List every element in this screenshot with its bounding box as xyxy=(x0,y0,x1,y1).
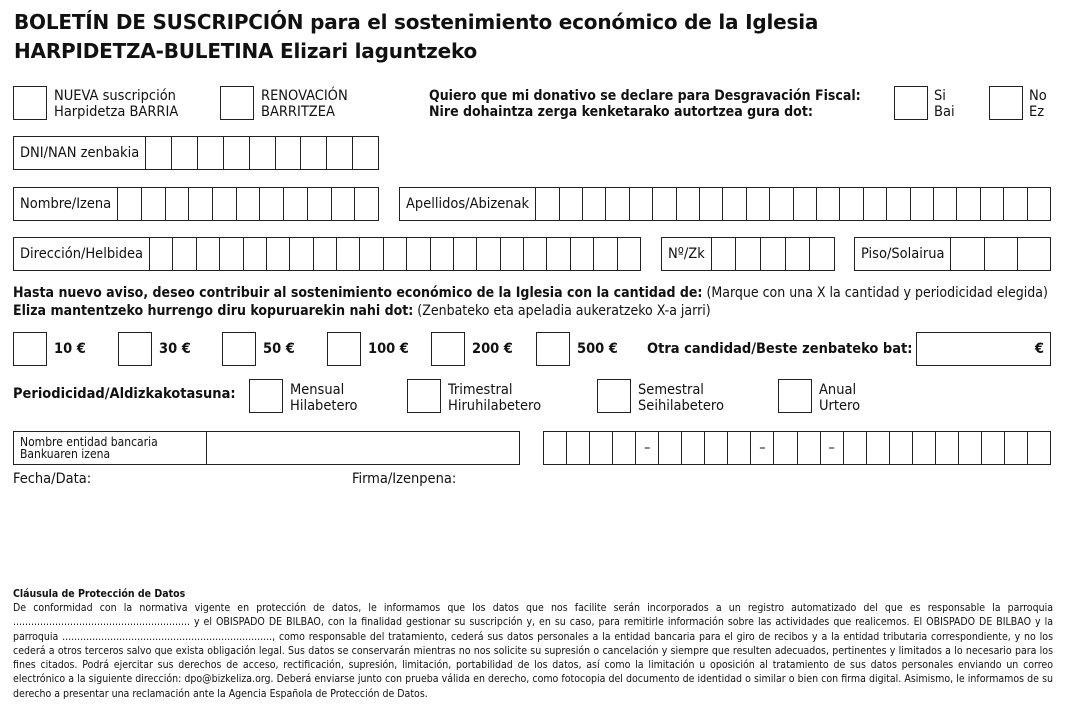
period-monthly-checkbox[interactable] xyxy=(249,379,283,413)
char-cell[interactable] xyxy=(536,188,559,220)
amount-500-label: 500 € xyxy=(577,341,618,357)
char-cell[interactable] xyxy=(337,238,360,270)
signature-label: Firma/Izenpena: xyxy=(352,471,457,487)
iban-cell[interactable] xyxy=(774,432,797,464)
char-cell[interactable] xyxy=(810,238,834,270)
tax-no-checkbox[interactable] xyxy=(989,86,1023,120)
char-cell[interactable] xyxy=(284,188,308,220)
char-cell[interactable] xyxy=(700,188,723,220)
form-title-es: BOLETÍN DE SUSCRIPCIÓN para el sostenimiento económico de la Iglesia xyxy=(14,10,819,34)
char-cell[interactable] xyxy=(146,137,172,169)
period-semiannual-checkbox[interactable] xyxy=(597,379,631,413)
char-cell[interactable] xyxy=(747,188,770,220)
amount-30-checkbox[interactable] xyxy=(118,332,152,366)
dni-label: DNI/NAN zenbakia xyxy=(14,137,146,169)
char-cell[interactable] xyxy=(618,238,640,270)
tax-yes-label: Si Bai xyxy=(934,88,955,120)
dni-field[interactable] xyxy=(13,136,379,170)
privacy-heading: Cláusula de Protección de Datos xyxy=(13,588,186,600)
amount-50-checkbox[interactable] xyxy=(222,332,256,366)
iban-cell[interactable] xyxy=(890,432,913,464)
char-cell[interactable] xyxy=(571,238,594,270)
bank-name-input[interactable] xyxy=(207,432,519,464)
iban-cell[interactable] xyxy=(567,432,590,464)
contribution-intro-es: Hasta nuevo aviso, deseo contribuir al sostenimiento económico de la Iglesia con la cantidad de: (Marque con una X la cantidad y periodicidad elegida) xyxy=(13,285,1048,301)
amount-30-label: 30 € xyxy=(159,341,191,357)
char-cell[interactable] xyxy=(1018,238,1050,270)
periodicity-label: Periodicidad/Aldizkakotasuna: xyxy=(13,386,236,402)
iban-separator: – xyxy=(751,432,774,464)
iban-cell[interactable] xyxy=(682,432,705,464)
char-cell[interactable] xyxy=(911,188,934,220)
iban-cell[interactable] xyxy=(1005,432,1028,464)
iban-cell[interactable] xyxy=(982,432,1005,464)
char-cell[interactable] xyxy=(985,238,1018,270)
char-cell[interactable] xyxy=(887,188,910,220)
iban-cell[interactable] xyxy=(659,432,682,464)
period-annual-checkbox[interactable] xyxy=(778,379,812,413)
direccion-label: Dirección/Helbidea xyxy=(14,238,150,270)
char-cell[interactable] xyxy=(723,188,746,220)
char-cell[interactable] xyxy=(198,137,224,169)
period-semiannual-label: Semestral Seihilabetero xyxy=(638,382,724,414)
char-cell[interactable] xyxy=(817,188,840,220)
iban-cell[interactable] xyxy=(705,432,728,464)
char-cell[interactable] xyxy=(951,238,984,270)
nombre-label: Nombre/Izena xyxy=(14,188,118,220)
renewal-label: RENOVACIÓN BARRITZEA xyxy=(261,88,348,120)
new-subscription-checkbox[interactable] xyxy=(13,86,47,120)
iban-cell[interactable] xyxy=(844,432,867,464)
char-cell[interactable] xyxy=(786,238,811,270)
numero-field[interactable] xyxy=(661,237,835,271)
char-cell[interactable] xyxy=(384,238,407,270)
char-cell[interactable] xyxy=(290,238,313,270)
other-amount-input[interactable] xyxy=(916,332,1051,366)
char-cell[interactable] xyxy=(957,188,980,220)
bank-name-label: Nombre entidad bancaria Bankuaren izena xyxy=(14,432,207,464)
amount-200-label: 200 € xyxy=(472,341,513,357)
iban-cell[interactable] xyxy=(728,432,751,464)
char-cell[interactable] xyxy=(314,238,337,270)
form-title-eu: HARPIDETZA-BULETINA Elizari laguntzeko xyxy=(14,39,478,63)
amount-200-checkbox[interactable] xyxy=(431,332,465,366)
currency-symbol: € xyxy=(1034,341,1044,357)
char-cell[interactable] xyxy=(166,188,190,220)
char-cell[interactable] xyxy=(327,137,353,169)
bank-name-field[interactable] xyxy=(13,431,520,465)
amount-10-label: 10 € xyxy=(54,341,86,357)
char-cell[interactable] xyxy=(260,188,284,220)
char-cell[interactable] xyxy=(360,238,383,270)
iban-cell[interactable] xyxy=(959,432,982,464)
tax-yes-checkbox[interactable] xyxy=(894,86,928,120)
char-cell[interactable] xyxy=(524,238,547,270)
iban-separator: – xyxy=(636,432,659,464)
iban-cell[interactable] xyxy=(936,432,959,464)
period-monthly-label: Mensual Hilabetero xyxy=(290,382,358,414)
char-cell[interactable] xyxy=(172,137,198,169)
char-cell[interactable] xyxy=(1028,188,1050,220)
char-cell[interactable] xyxy=(606,188,629,220)
char-cell[interactable] xyxy=(142,188,166,220)
date-label: Fecha/Data: xyxy=(13,471,92,487)
char-cell[interactable] xyxy=(431,238,454,270)
char-cell[interactable] xyxy=(301,137,327,169)
char-cell[interactable] xyxy=(353,137,378,169)
char-cell[interactable] xyxy=(224,137,250,169)
char-cell[interactable] xyxy=(332,188,356,220)
char-cell[interactable] xyxy=(197,238,220,270)
char-cell[interactable] xyxy=(407,238,430,270)
char-cell[interactable] xyxy=(276,137,302,169)
iban-field[interactable] xyxy=(543,431,1051,465)
char-cell[interactable] xyxy=(189,188,213,220)
char-cell[interactable] xyxy=(1004,188,1027,220)
amount-10-checkbox[interactable] xyxy=(13,332,47,366)
direccion-field[interactable] xyxy=(13,237,641,271)
char-cell[interactable] xyxy=(501,238,524,270)
amount-100-label: 100 € xyxy=(368,341,409,357)
char-cell[interactable] xyxy=(237,188,261,220)
char-cell[interactable] xyxy=(220,238,243,270)
char-cell[interactable] xyxy=(213,188,237,220)
char-cell[interactable] xyxy=(547,238,570,270)
char-cell[interactable] xyxy=(653,188,676,220)
char-cell[interactable] xyxy=(677,188,700,220)
char-cell[interactable] xyxy=(477,238,500,270)
contribution-intro-eu: Eliza mantentzeko hurrengo diru kopuruarekin nahi dot: (Zenbateko eta apeladia aukeratzeko X-a jarri) xyxy=(13,303,711,319)
iban-cell[interactable] xyxy=(913,432,936,464)
period-quarterly-checkbox[interactable] xyxy=(407,379,441,413)
char-cell[interactable] xyxy=(770,188,793,220)
tax-no-label: No Ez xyxy=(1029,88,1047,120)
piso-field[interactable] xyxy=(854,237,1051,271)
char-cell[interactable] xyxy=(173,238,196,270)
char-cell[interactable] xyxy=(355,188,378,220)
char-cell[interactable] xyxy=(267,238,290,270)
char-cell[interactable] xyxy=(981,188,1004,220)
piso-label: Piso/Solairua xyxy=(855,238,951,270)
char-cell[interactable] xyxy=(736,238,761,270)
tax-question: Quiero que mi donativo se declare para Desgravación Fiscal: Nire dohaintza zerga kenketarako autortzea gura dot: xyxy=(429,88,861,120)
char-cell[interactable] xyxy=(934,188,957,220)
amount-500-checkbox[interactable] xyxy=(536,332,570,366)
apellidos-field[interactable] xyxy=(399,187,1051,221)
new-subscription-label: NUEVA suscripción Harpidetza BARRIA xyxy=(54,88,179,120)
other-amount-label: Otra candidad/Beste zenbateko bat: xyxy=(647,341,913,357)
char-cell[interactable] xyxy=(150,238,173,270)
amount-100-checkbox[interactable] xyxy=(327,332,361,366)
char-cell[interactable] xyxy=(712,238,737,270)
period-annual-label: Anual Urtero xyxy=(819,382,861,414)
iban-cell[interactable] xyxy=(544,432,567,464)
char-cell[interactable] xyxy=(864,188,887,220)
char-cell[interactable] xyxy=(761,238,786,270)
nombre-field[interactable] xyxy=(13,187,379,221)
iban-cell[interactable] xyxy=(590,432,613,464)
char-cell[interactable] xyxy=(308,188,332,220)
iban-cell[interactable] xyxy=(1028,432,1050,464)
numero-label: Nº/Zk xyxy=(662,238,712,270)
char-cell[interactable] xyxy=(794,188,817,220)
iban-cell[interactable] xyxy=(867,432,890,464)
char-cell[interactable] xyxy=(244,238,267,270)
privacy-text: De conformidad con la normativa vigente en protección de datos, le informamos que los datos que nos facilite serán incorporados a un registro automatizado del que es responsable la parroquia ........................................................... y el OBISPADO DE BILBAO, con la finalidad gestionar su suscripción y, en su caso, para remitirle información sobre las actividades que realicemos. El OBISPADO DE BILBAO y la parroquia ......................................................................, como responsable del tratamiento, cederá sus datos personales a la entidad bancaria para el giro de recibos y a la entidad tributaria correspondiente, y no los cederá a otros terceros salvo que exista obligación legal. Sus datos se conservarán mientras no nos solicite su supresión o cancelación y siempre que resulten adecuados, pertinentes y limitados a lo necesario para los fines citados. Podrá ejercitar sus derechos de acceso, rectificación, supresión, limitación, portabilidad de los datos, así como la limitación u oposición al tratamiento de sus datos personales enviando un correo electrónico a la siguiente dirección: dpo@bizkeliza.org. Deberá enviarse junto con prueba válida en derecho, como fotocopia del documento de identidad o similar o bien con firma digital. Asimismo, le informamos de su derecho a presentar una reclamación ante la Agencia Española de Protección de Datos. xyxy=(13,602,1053,700)
char-cell[interactable] xyxy=(594,238,617,270)
renewal-checkbox[interactable] xyxy=(220,86,254,120)
char-cell[interactable] xyxy=(583,188,606,220)
char-cell[interactable] xyxy=(840,188,863,220)
char-cell[interactable] xyxy=(630,188,653,220)
char-cell[interactable] xyxy=(118,188,142,220)
period-quarterly-label: Trimestral Hiruhilabetero xyxy=(448,382,542,414)
apellidos-label: Apellidos/Abizenak xyxy=(400,188,536,220)
iban-cell[interactable] xyxy=(798,432,821,464)
char-cell[interactable] xyxy=(560,188,583,220)
iban-cell[interactable] xyxy=(613,432,636,464)
char-cell[interactable] xyxy=(454,238,477,270)
amount-50-label: 50 € xyxy=(263,341,295,357)
char-cell[interactable] xyxy=(250,137,276,169)
iban-separator: – xyxy=(821,432,844,464)
